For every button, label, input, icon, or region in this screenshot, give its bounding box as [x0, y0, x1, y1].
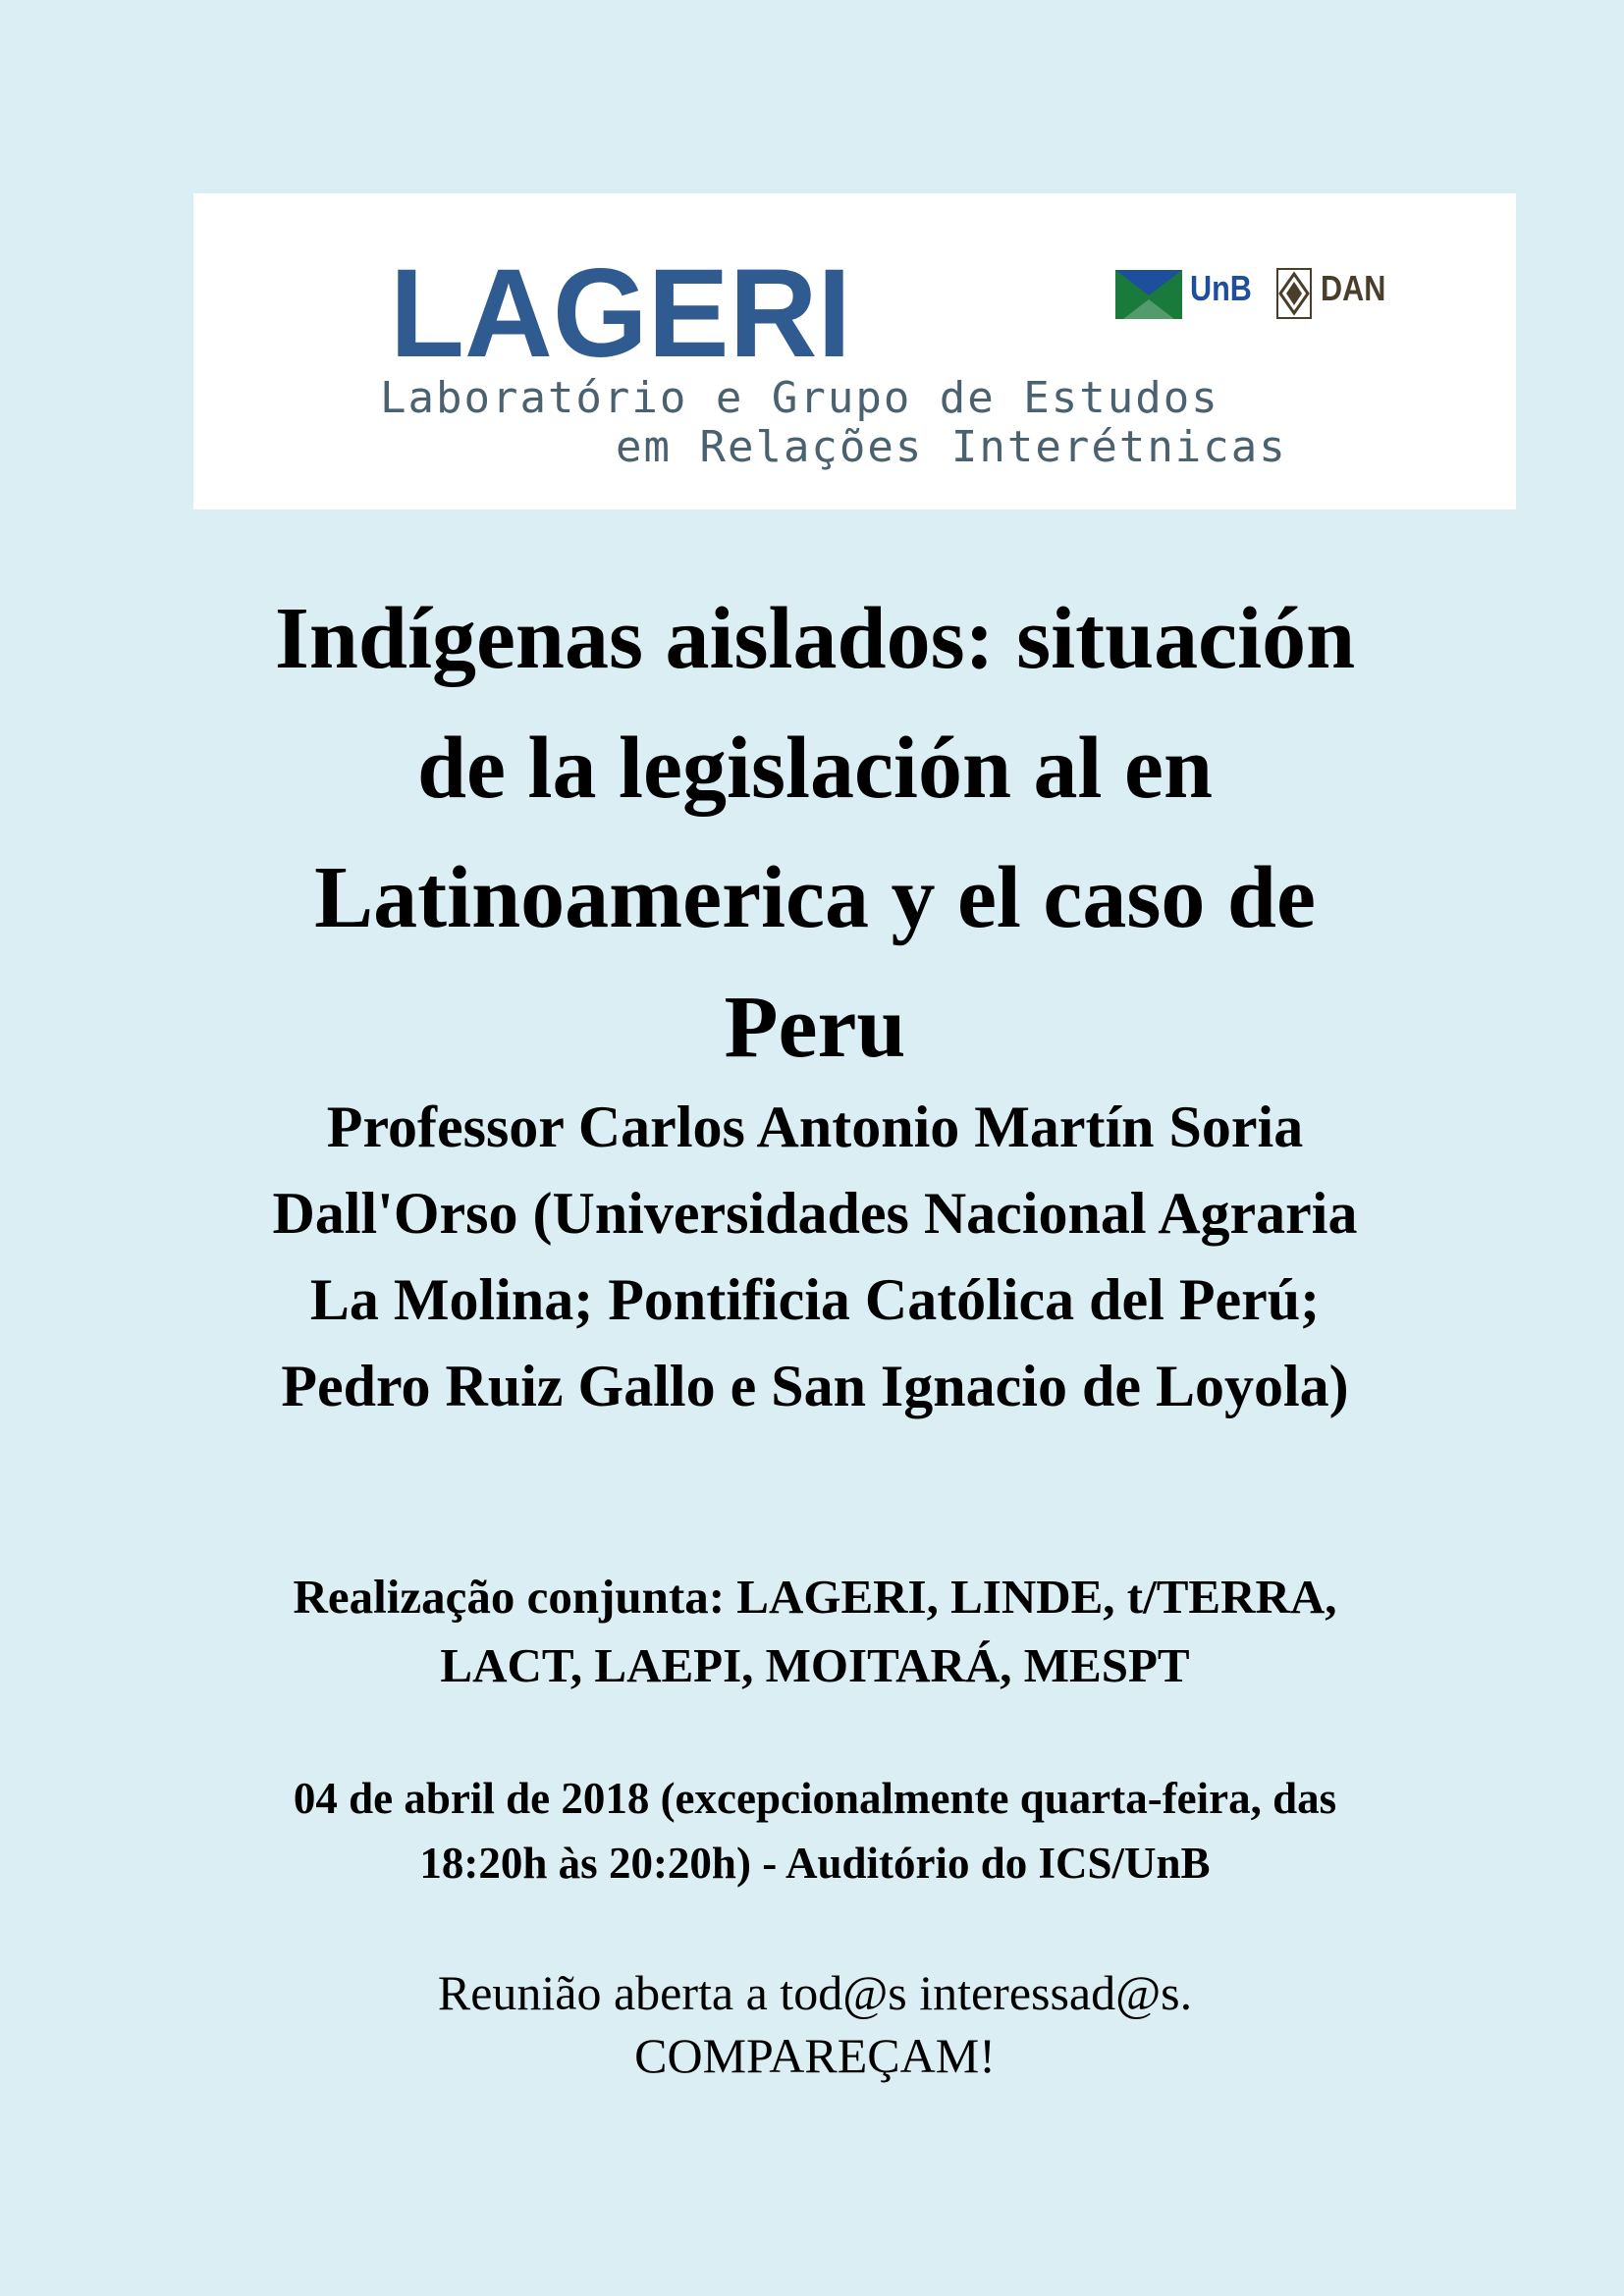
title-line: Latinoamerica y el caso de: [314, 849, 1316, 946]
dan-logo-icon: [1276, 268, 1312, 319]
invite-line: COMPAREÇAM!: [634, 2028, 996, 2083]
lageri-logo: [390, 240, 851, 378]
title-line: Indígenas aislados: situación: [274, 590, 1356, 687]
organizers-line: LACT, LAEPI, MOITARÁ, MESPT: [440, 1638, 1190, 1692]
organizers-line: Realização conjunta: LAGERI, LINDE, t/TERRA,: [293, 1570, 1337, 1624]
lab-subtitle-line2: em Relações Interétnicas: [616, 422, 1287, 472]
lab-subtitle-line1: Laboratório e Grupo de Estudos: [380, 373, 1219, 423]
unb-label: UnB: [1190, 268, 1252, 308]
header-banner: [193, 193, 1516, 509]
speaker-info: [128, 1084, 1502, 1429]
open-invitation: [128, 1961, 1502, 2087]
title-line: de la legislación al en: [417, 720, 1213, 817]
speaker-line: Pedro Ruiz Gallo e San Ignacio de Loyola): [281, 1354, 1349, 1418]
talk-title: [128, 574, 1502, 1093]
speaker-line: La Molina; Pontificia Católica del Perú;: [309, 1267, 1321, 1332]
lageri-wordmark-text: LAGERI: [390, 243, 851, 378]
datetime-line: 04 de abril de 2018 (excepcionalmente quarta-feira, das: [293, 1774, 1337, 1823]
invite-line: Reunião aberta a tod@s interessad@s.: [437, 1965, 1193, 2020]
speaker-line: Professor Carlos Antonio Martín Soria: [326, 1095, 1304, 1159]
lageri-wordmark: [390, 240, 851, 378]
title-line: Peru: [724, 979, 906, 1076]
speaker-line: Dall'Orso (Universidades Nacional Agraria: [272, 1181, 1358, 1246]
organizers: [128, 1563, 1502, 1700]
event-date-location: [128, 1766, 1502, 1896]
datetime-line: 18:20h às 20:20h) - Auditório do ICS/UnB: [419, 1839, 1211, 1888]
dan-label: DAN: [1321, 268, 1386, 308]
unb-logo-icon: [1115, 270, 1182, 319]
